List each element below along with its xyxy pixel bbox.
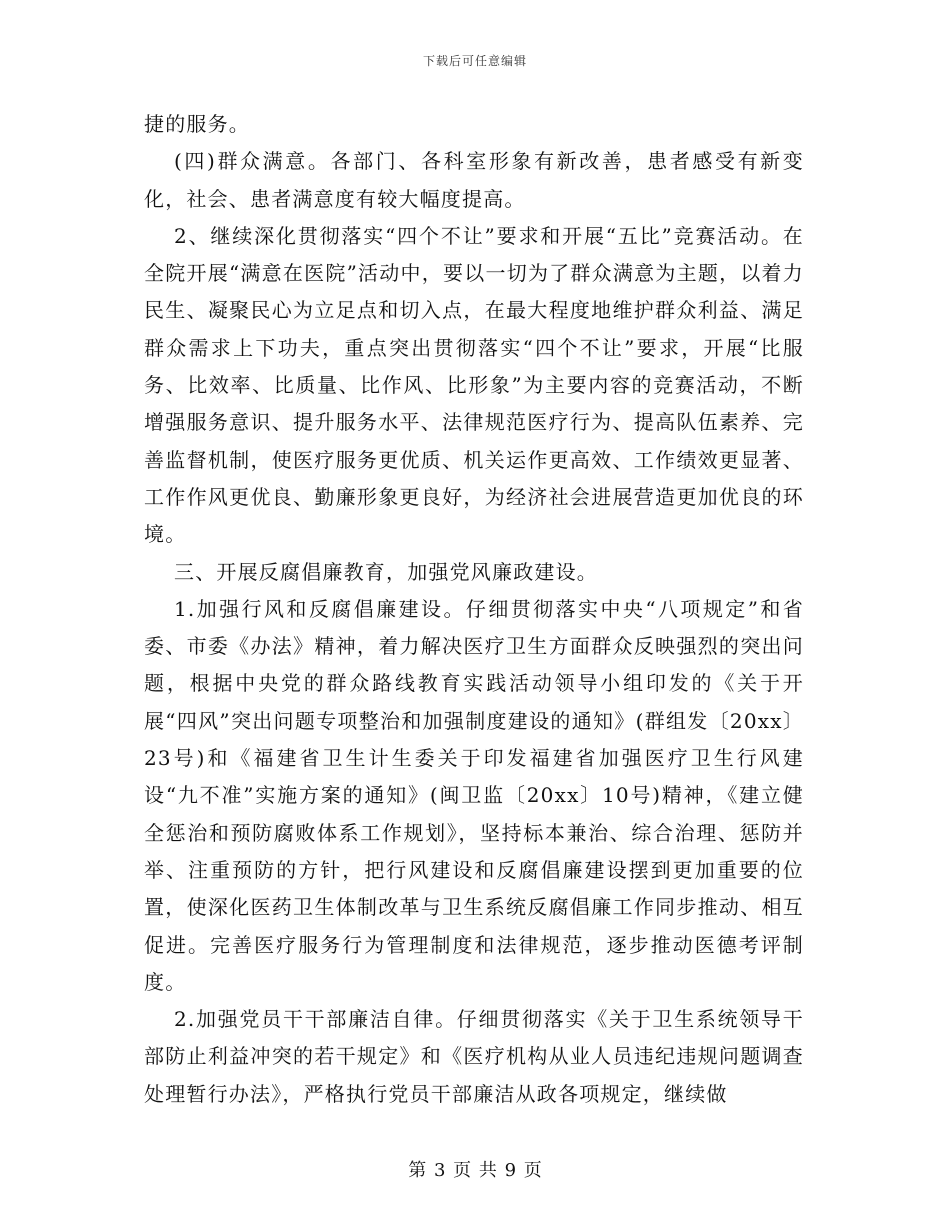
- paragraph: 1.加强行风和反腐倡廉建设。仔细贯彻落实中央“八项规定”和省委、市委《办法》精神，着力解决医疗卫生方面群众反映强烈的突出问题，根据中央党的群众路线教育实践活动领导小组印发的《关于开展“四风”突出问题专项整治和加强制度建设的通知》(群组发〔20xx〕23号)和《福建省卫生计生委关于印发福建省加强医疗卫生行风建设“九不准”实施方案的通知》(闽卫监〔20xx〕10号)精神，《建立健全惩治和预防腐败体系工作规划》，坚持标本兼治、综合治理、惩防并举、注重预防的方针，把行风建设和反腐倡廉建设摆到更加重要的位置，使深化医药卫生体制改革与卫生系统反腐倡廉工作同步推动、相互促进。完善医疗服务行为管理制度和法律规范，逐步推动医德考评制度。: [144, 596, 804, 994]
- section-heading: 三、开展反腐倡廉教育，加强党风廉政建设。: [174, 559, 598, 584]
- paragraph: 2、继续深化贯彻落实“四个不让”要求和开展“五比”竞赛活动。在全院开展“满意在医院”活动中，要以一切为了群众满意为主题，以着力民生、凝聚民心为立足点和切入点，在最大程度地维护群众利益、满足群众需求上下功夫，重点突出贯彻落实“四个不让”要求，开展“比服务、比效率、比质量、比作风、比形象”为主要内容的竞赛活动，不断增强服务意识、提升服务水平、法律规范医疗行为、提高队伍素养、完善监督机制，使医疗服务更优质、机关运作更高效、工作绩效更显著、工作作风更优良、勤廉形象更良好，为经济社会进展营造更加优良的环境。: [144, 223, 804, 547]
- paragraph: 2.加强党员干干部廉洁自律。仔细贯彻落实《关于卫生系统领导干部防止利益冲突的若干规定》和《医疗机构从业人员违纪违规问题调查处理暂行办法》，严格执行党员干部廉洁从政各项规定，继续做: [144, 1007, 804, 1106]
- paragraph: 捷的服务。: [144, 112, 250, 136]
- paragraph: (四)群众满意。各部门、各科室形象有新改善，患者感受有新变化，社会、患者满意度有较大幅度提高。: [144, 149, 804, 211]
- page-number-footer: 第 3 页 共 9 页: [408, 1160, 542, 1181]
- document-body: [144, 106, 804, 1113]
- page-header: 下载后可任意编辑: [422, 54, 527, 68]
